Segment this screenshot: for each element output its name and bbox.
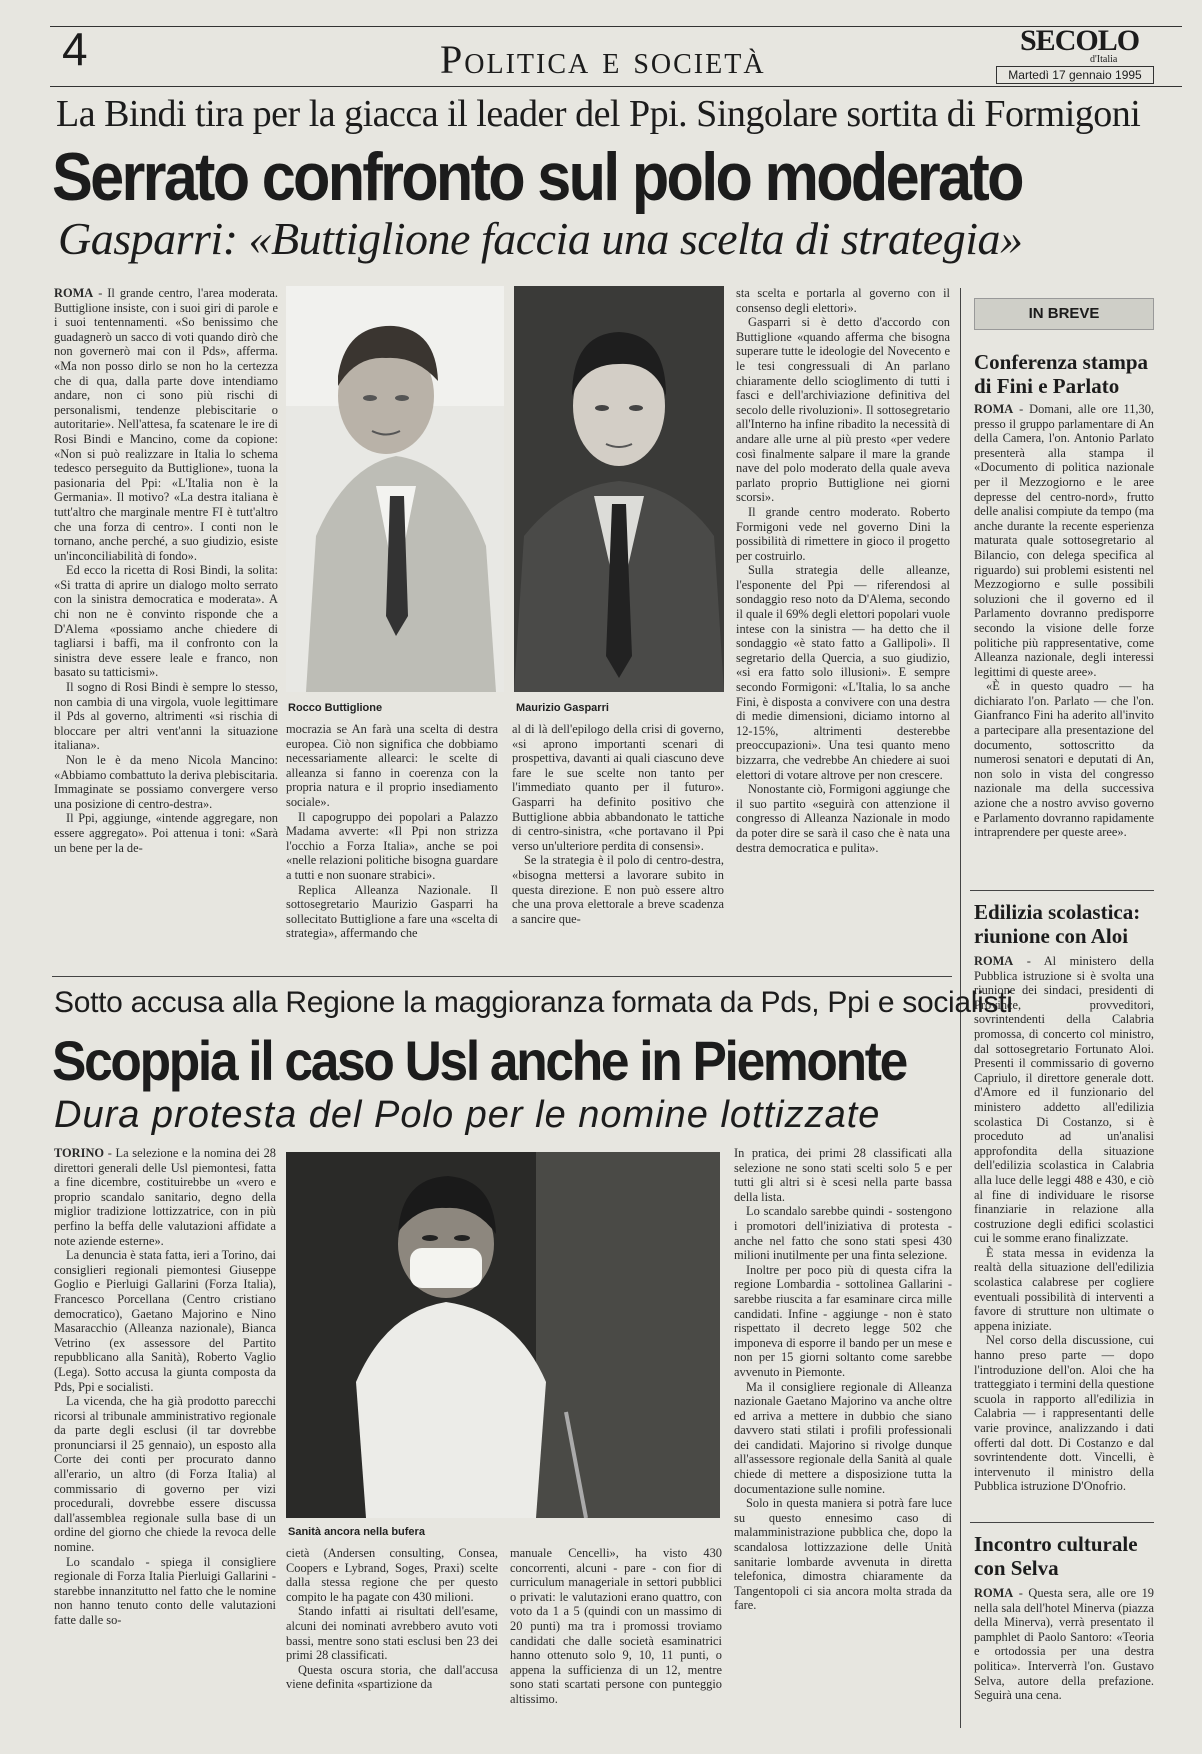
paragraph bbox=[54, 1248, 276, 1394]
paragraph-text: cietà (Andersen consulting, Consea, Coopers e Lybrand, Soges, Praxi) scelte dalla stessa regione che per questo compito le ha pagate con 430 milioni. bbox=[286, 1546, 498, 1604]
paragraph-text: Stando infatti ai risultati dell'esame, alcuni dei nominati avrebbero avuto voti bassi, mentre sono stati esclusi ben 23 dei primi 28 classificati. bbox=[286, 1604, 498, 1663]
header-rule-bottom bbox=[50, 86, 1182, 87]
portrait-buttiglione-image bbox=[286, 286, 504, 692]
header-rule-top bbox=[50, 26, 1182, 27]
photo-maurizio-gasparri bbox=[514, 286, 724, 692]
story-separator bbox=[52, 976, 952, 977]
surgeon-image bbox=[286, 1152, 720, 1518]
paragraph bbox=[286, 722, 498, 810]
masthead-subtitle: d'Italia bbox=[1090, 54, 1118, 65]
paragraph-text: Gasparri si è detto d'accordo con Buttiglione «quando afferma che bisogna superare tutte le ideologie del Novecento e le tesi congressuali di An parlano chiaramente dello scioglimento di tutti i fasci e dell'archiviazione definitiva del secolo delle rivoluzioni». Il sottosegretario all'Interno ha infine ribadito la necessità di andare alle urne al più presto «per vedere così finalmente salpare il mare la grande nave del polo moderato della quale aveva parlato proprio Buttiglione nei giorni scorsi». bbox=[736, 315, 950, 505]
story2-column-4 bbox=[734, 1146, 952, 1736]
paragraph-text: La vicenda, che ha già prodotto parecchi ricorsi al tribunale amministrativo regionale da parte degli esclusi (il tar dovrebbe pronunciarsi il 25 gennaio), un esposto alla Corte dei conti per procurato danno all'erario, un altro (di Forza Italia) al commissario di governo per vizi procedurali, dovrebbe essere discussa dall'assemblea regionale sulla base di un ordine del giorno che chiede la revoca delle nomine. bbox=[54, 1394, 276, 1555]
paragraph bbox=[54, 680, 278, 753]
paragraph bbox=[286, 810, 498, 883]
in-breve-header: IN BREVE bbox=[974, 298, 1154, 330]
paragraph bbox=[974, 1333, 1154, 1494]
paragraph bbox=[974, 679, 1154, 840]
brief2-body bbox=[974, 954, 1154, 1514]
photo-rocco-buttiglione bbox=[286, 286, 504, 692]
paragraph-text: Lo scandalo sarebbe quindi - sostengono i promotori dell'iniziativa di protesta - anche nel fatto che sono stati spesi 430 milioni inutilmente per una finta selezione. bbox=[734, 1204, 952, 1263]
page-number: 4 bbox=[62, 23, 88, 75]
dateline: ROMA bbox=[54, 286, 94, 300]
paragraph-text: Nonostante ciò, Formigoni aggiunge che il suo partito «seguirà con attenzione il congresso di Alleanza Nazionale in modo da poter dire se sarà il caso che è nata una destra democratica e pulita». bbox=[736, 782, 950, 855]
paragraph-text: Replica Alleanza Nazionale. Il sottosegretario Maurizio Gasparri ha sollecitato Buttiglione a fare una «scelta di strategia», affermando che bbox=[286, 882, 498, 941]
story2-column-2 bbox=[286, 1546, 498, 1736]
issue-date: Martedì 17 gennaio 1995 bbox=[996, 66, 1154, 84]
paragraph bbox=[736, 286, 950, 315]
paragraph bbox=[974, 1246, 1154, 1334]
brief3-body bbox=[974, 1586, 1154, 1736]
paragraph-text: Non le è da meno Nicola Mancino: «Abbiamo combattuto la deriva plebiscitaria. Immaginate se possiamo convergere verso una posizione di centro-destra». bbox=[54, 753, 278, 811]
paragraph bbox=[512, 722, 724, 853]
masthead-logo: SECOLO bbox=[1020, 24, 1140, 57]
paragraph bbox=[974, 402, 1154, 679]
paragraph-text: Il capogruppo dei popolari a Palazzo Madama avverte: «Il Ppi non strizza l'occhio a Forza Italia», anche se poi «nelle relazioni politiche bisogna guardare a tutti e non suonare strabici». bbox=[286, 809, 498, 882]
paragraph-text: al di là dell'epilogo della crisi di governo, «si aprono importanti scenari di prospettiva, davanti ai quali ciascuno deve fare le sue scelte non tanto per l'immediato quanto per il futuro». Gasparri ha definito positivo che Buttiglione abbia abbandonato le tattiche di centro-sinistra, «che portavano il Ppi verso un'ulteriore perdita di consensi». bbox=[512, 722, 724, 853]
paragraph bbox=[736, 505, 950, 563]
story1-column-1 bbox=[54, 286, 278, 970]
paragraph-text: Lo scandalo - spiega il consigliere regionale di Forza Italia Pierluigi Gallarini - starebbe innanzitutto nel fatto che le nomine non hanno tenuto conto delle valutazioni fatte dalle so- bbox=[54, 1554, 276, 1627]
paragraph-text: Il Ppi, aggiunge, «intende aggregare, non essere aggregato». Poi attenua i toni: «Sarà un bene per la de- bbox=[54, 811, 278, 855]
paragraph-text: È stata messa in evidenza la realtà della situazione dell'edilizia scolastica calabrese per cogliere eventuali possibilità di interventi a favore di strutture non ultimate o appena iniziate. bbox=[974, 1245, 1154, 1333]
paragraph bbox=[974, 1586, 1154, 1703]
story1-kicker: La Bindi tira per la giacca il leader del Ppi. Singolare sortita di Formigoni bbox=[56, 93, 1141, 135]
paragraph-text: Il grande centro moderato. Roberto Formigoni vede nel governo Dini la possibilità di rimettere in gioco il progetto per costruirlo. bbox=[736, 504, 950, 563]
photo1-caption: Rocco Buttiglione bbox=[288, 702, 383, 714]
section-title: Politica e società bbox=[440, 37, 766, 82]
story1-column-3 bbox=[512, 722, 724, 968]
paragraph-text: - La selezione e la nomina dei 28 direttori generali delle Usl piemontesi, fatta a fine dicembre, costituirebbe un «vero e proprio scandalo sanitario, degno della miglior tradizione lottizzatrice, con in più perfino la beffa delle valutazioni affidate a note aziende esterne». bbox=[54, 1146, 276, 1248]
paragraph bbox=[510, 1546, 722, 1707]
photo-sanita bbox=[286, 1152, 720, 1518]
paragraph-text: manuale Cencelli», ha visto 430 concorrenti, alcuni - pare - con fior di curriculum manageriale in settori pubblici o privati: le valutazioni erano quattro, con voto da 1 a 5 (quindi con un massimo di 20 punti) ma tra i promossi troviamo candidati che dalle società esaminatrici hanno ottenuto solo 9, 10, 11 punti, o appena la sufficienza di un 12, mentre sono stati scartati persone con punteggio altissimo. bbox=[510, 1546, 722, 1706]
paragraph bbox=[736, 563, 950, 782]
brief2-title: Edilizia scolastica: riunione con Aloi bbox=[974, 900, 1141, 948]
paragraph-text: - Al ministero della Pubblica istruzione si è svolta una riunione dei sindaci, presidenti di Province, provveditori, sovrintendenti della Calabria promossa, di concerto col ministro, dal sottosegretario Fortunato Aloi. Presenti il commissario di governo Capriulo, il direttore generale dott. d'Amore ed il funzionario del ministero addetto all'edilizia scolastica Di Costanzo, si è proceduto ad un'analisi approfondita della situazione dell'edilizia scolastica in Calabria alla luce delle leggi 488 e 430, e ciò al fine di individuare le risorse finanziarie in relazione alla costruzione degli edifici scolastici cui le somme erano finalizzate. bbox=[974, 954, 1154, 1246]
paragraph bbox=[286, 1604, 498, 1662]
paragraph bbox=[54, 563, 278, 680]
paragraph bbox=[54, 286, 278, 563]
paragraph-text: In pratica, dei primi 28 classificati alla selezione ne sono stati scelti solo 5 e per tutti gli altri si è scesi nella parte bassa della lista. bbox=[734, 1146, 952, 1204]
paragraph bbox=[512, 853, 724, 926]
paragraph bbox=[734, 1146, 952, 1204]
paragraph bbox=[734, 1204, 952, 1262]
story2-kicker: Sotto accusa alla Regione la maggioranza formata da Pds, Ppi e socialisti bbox=[54, 986, 1013, 1019]
paragraph-text: Ed ecco la ricetta di Rosi Bindi, la solita: «Si tratta di aprire un dialogo molto serrato con la sinistra democratica e moderata». A chi non ne è convinto risponde che a D'Alema «possiamo anche chiedere di tagliarsi i baffi, ma il confronto con la sinistra deve essere leale e franco, non basato su tatticismi». bbox=[54, 563, 278, 680]
paragraph-text: «È in questo quadro — ha dichiarato l'on. Parlato — che l'on. Gianfranco Fini ha aderito all'invito a partecipare alla presentazione del documento, sottoscritto da numerosi senatori e deputati di An, non solo in vista del congresso nazionale ma della successiva azione che a nostro avviso governo e Parlamento dovranno rapidamente intraprendere per queste aree». bbox=[974, 679, 1154, 840]
paragraph-text: - Domani, alle ore 11,30, presso il gruppo parlamentare di An della Camera, l'on. Antonio Parlato presenterà alla stampa il «Documento di politica nazionale per il Mezzogiorno e le aree depresse del centro-nord», frutto delle analisi compiute da tempo (ma anche durante la recente esperienza maturata quale sottosegretario al Bilancio, con delega specifica al riguardo) sui problemi esistenti nel Mezzogiorno e sulle possibili soluzioni che il governo ed il Parlamento dovranno predisporre secondo la visione delle forze politiche più rappresentative, come Alleanza nazionale, degli interessi legittimi di queste aree». bbox=[974, 402, 1154, 679]
paragraph bbox=[54, 1555, 276, 1628]
paragraph-text: sta scelta e portarla al governo con il consenso degli elettori». bbox=[736, 286, 950, 315]
story1-column-2 bbox=[286, 722, 498, 968]
paragraph bbox=[736, 315, 950, 505]
dateline: ROMA bbox=[974, 954, 1014, 968]
paragraph-text: Solo in questa maniera si potrà fare luce su questo ennesimo caso di malamministrazione pubblica che, dopo la scandalosa lottizzazione delle Unità sanitarie lombarde avvenuta in diretta telefonica, dimostra chiaramente da Tangentopoli ci sia ancora molta strada da fare. bbox=[734, 1496, 952, 1613]
paragraph bbox=[54, 753, 278, 811]
paragraph-text: Inoltre per poco più di questa cifra la regione Lombardia - sottolinea Gallarini - sarebbe riuscita a far esaminare circa mille candidati. Infine - aggiunge - non è stato rispettato il decreto legge 502 che imponeva di esporre il bando per un mese e non per 15 giorni soltanto come sarebbe avvenuto in Piemonte. bbox=[734, 1262, 952, 1379]
paragraph bbox=[54, 1146, 276, 1248]
brief1-title: Conferenza stampa di Fini e Parlato bbox=[974, 350, 1149, 398]
brief3-title: Incontro culturale con Selva bbox=[974, 1532, 1138, 1580]
paragraph-text: Ma il consigliere regionale di Alleanza nazionale Gaetano Majorino va anche oltre ed arriva a mettere in dubbio che siano davvero stati stilati i profili professionali dei candidati. Majorino si rivolge dunque all'assessore regionale della Sanità al quale chiede di mettere a disposizione tutta la documentazione sulle nomine. bbox=[734, 1379, 952, 1496]
paragraph-text: - Questa sera, alle ore 19 nella sala dell'hotel Minerva (piazza della Minerva), verrà presentato il pamphlet di Paolo Santoro: «Teoria e ortodossia per una destra politica». Interverrà l'on. Gustavo Selva, autore della prefazione. Seguirà una cena. bbox=[974, 1586, 1154, 1703]
story1-column-4 bbox=[736, 286, 950, 968]
photo3-caption: Sanità ancora nella bufera bbox=[288, 1526, 425, 1538]
story1-headline: Serrato confronto sul polo moderato bbox=[52, 139, 1022, 215]
brief-separator-2 bbox=[970, 1522, 1154, 1523]
paragraph bbox=[734, 1496, 952, 1613]
paragraph-text: mocrazia se An farà una scelta di destra europea. Ciò non significa che dobbiamo necessariamente allearci: le scelte di alleanza si fanno in coerenza con la propria natura e il proprio insediamento sociale». bbox=[286, 722, 498, 809]
story2-subhead: Dura protesta del Polo per le nomine lottizzate bbox=[54, 1094, 881, 1136]
dateline: ROMA bbox=[974, 402, 1014, 416]
paragraph-text: Questa oscura storia, che dall'accusa viene definita «spartizione da bbox=[286, 1662, 498, 1692]
paragraph-text: - Il grande centro, l'area moderata. Buttiglione insiste, con i suoi giri di parole e i suoi tentennamenti. «So benissimo che guadagnerò un sacco di voti quando dirò che non governerò mai con il Pds», afferma. «Ma non posso dirlo se non ho la certezza che di qua, dalla parte dove intendiamo andare, non ci sono più rischi di personalismi, tendenze plebiscitarie o autoritarie». Nell'attesa, fa scatenare le ire di Rosi Bindi e Mancino, come da copione: «Non si può realizzare in Italia lo schema tedesco perseguito da Buttiglione», tuona la pasionaria del Ppi: «L'Italia non è la Germania». Il motivo? «La destra italiana è tutt'altro che marginale mentre FI è tutt'altro che una forza di centro». I conti non le tornano, anche perché, a suo giudizio, esiste un'inconciliabilità di fondo». bbox=[54, 286, 278, 563]
paragraph-text: Se la strategia è il polo di centro-destra, «bisogna mettersi a lavorare subito in questa direzione. E non può essere altro che una prova elettorale a breve scadenza a sancire que- bbox=[512, 853, 724, 926]
story2-column-3 bbox=[510, 1546, 722, 1736]
paragraph bbox=[734, 1263, 952, 1380]
dateline: ROMA bbox=[974, 1586, 1014, 1600]
paragraph-text: La denuncia è stata fatta, ieri a Torino, dai consiglieri regionali piemontesi Giuseppe Goglio e Pierluigi Gallarini (Forza Italia), Francesco Porcellana (Centro cristiano democratico), Gaetano Majorino e Nino Masaracchio (Alleanza nazionale), Bianca Vetrino (ex assessore del Partito repubblicano alla Sanità), Roberto Vaglio (Lega). Sotto accusa la giunta composta da Pds, Ppi e socialisti. bbox=[54, 1248, 276, 1394]
paragraph bbox=[734, 1380, 952, 1497]
brief1-body bbox=[974, 402, 1154, 884]
paragraph bbox=[54, 1394, 276, 1555]
paragraph bbox=[286, 1663, 498, 1692]
paragraph-text: Sulla strategia delle alleanze, l'esponente del Ppi — riferendosi al sondaggio reso noto da D'Alema, secondo il quale il 69% degli elettori popolari vuole intese con la sinistra — ha detto che il sondaggio «è stato fatto a Gallipoli». Il segretario della Quercia, a suo giudizio, «si era fatto solo illusioni». E sempre secondo Formigoni: «L'Italia, lo sa anche Fini, è disposta a convivere con una destra di medie dimensioni, diciamo intorno al 12-15%, altrimenti desterebbe preoccupazioni». Una tesi quanto meno bizzarra, che vedrebbe An chiedere ai suoi elettori di votare altrove per non crescere. bbox=[736, 563, 950, 782]
story2-headline: Scoppia il caso Usl anche in Piemonte bbox=[52, 1029, 906, 1092]
paragraph-text: Il sogno di Rosi Bindi è sempre lo stesso, non cambia di una virgola, vuole legittimare il Pds al governo, altrimenti «si rischia di bloccare per altri vent'anni la situazione italiana». bbox=[54, 680, 278, 753]
story1-subhead: Gasparri: «Buttiglione faccia una scelta di strategia» bbox=[58, 213, 1023, 264]
paragraph bbox=[736, 782, 950, 855]
paragraph bbox=[54, 811, 278, 855]
paragraph bbox=[286, 1546, 498, 1604]
portrait-gasparri-image bbox=[514, 286, 724, 692]
dateline: TORINO bbox=[54, 1146, 105, 1160]
paragraph-text: Nel corso della discussione, cui hanno preso parte — dopo l'introduzione dell'on. Aloi che ha tratteggiato i termini della questione scuola in rapporto all'edilizia in Calabria — i rappresentanti delle varie province, analizzando i dati offerti dal dott. Di Costanzo e dal sovrintendente dott. Vincelli, è intervenuto il ministro della Pubblica istruzione D'Onofrio. bbox=[974, 1333, 1154, 1494]
paragraph bbox=[286, 883, 498, 941]
photo2-caption: Maurizio Gasparri bbox=[516, 702, 609, 714]
story2-column-1 bbox=[54, 1146, 276, 1736]
brief-separator-1 bbox=[970, 890, 1154, 891]
